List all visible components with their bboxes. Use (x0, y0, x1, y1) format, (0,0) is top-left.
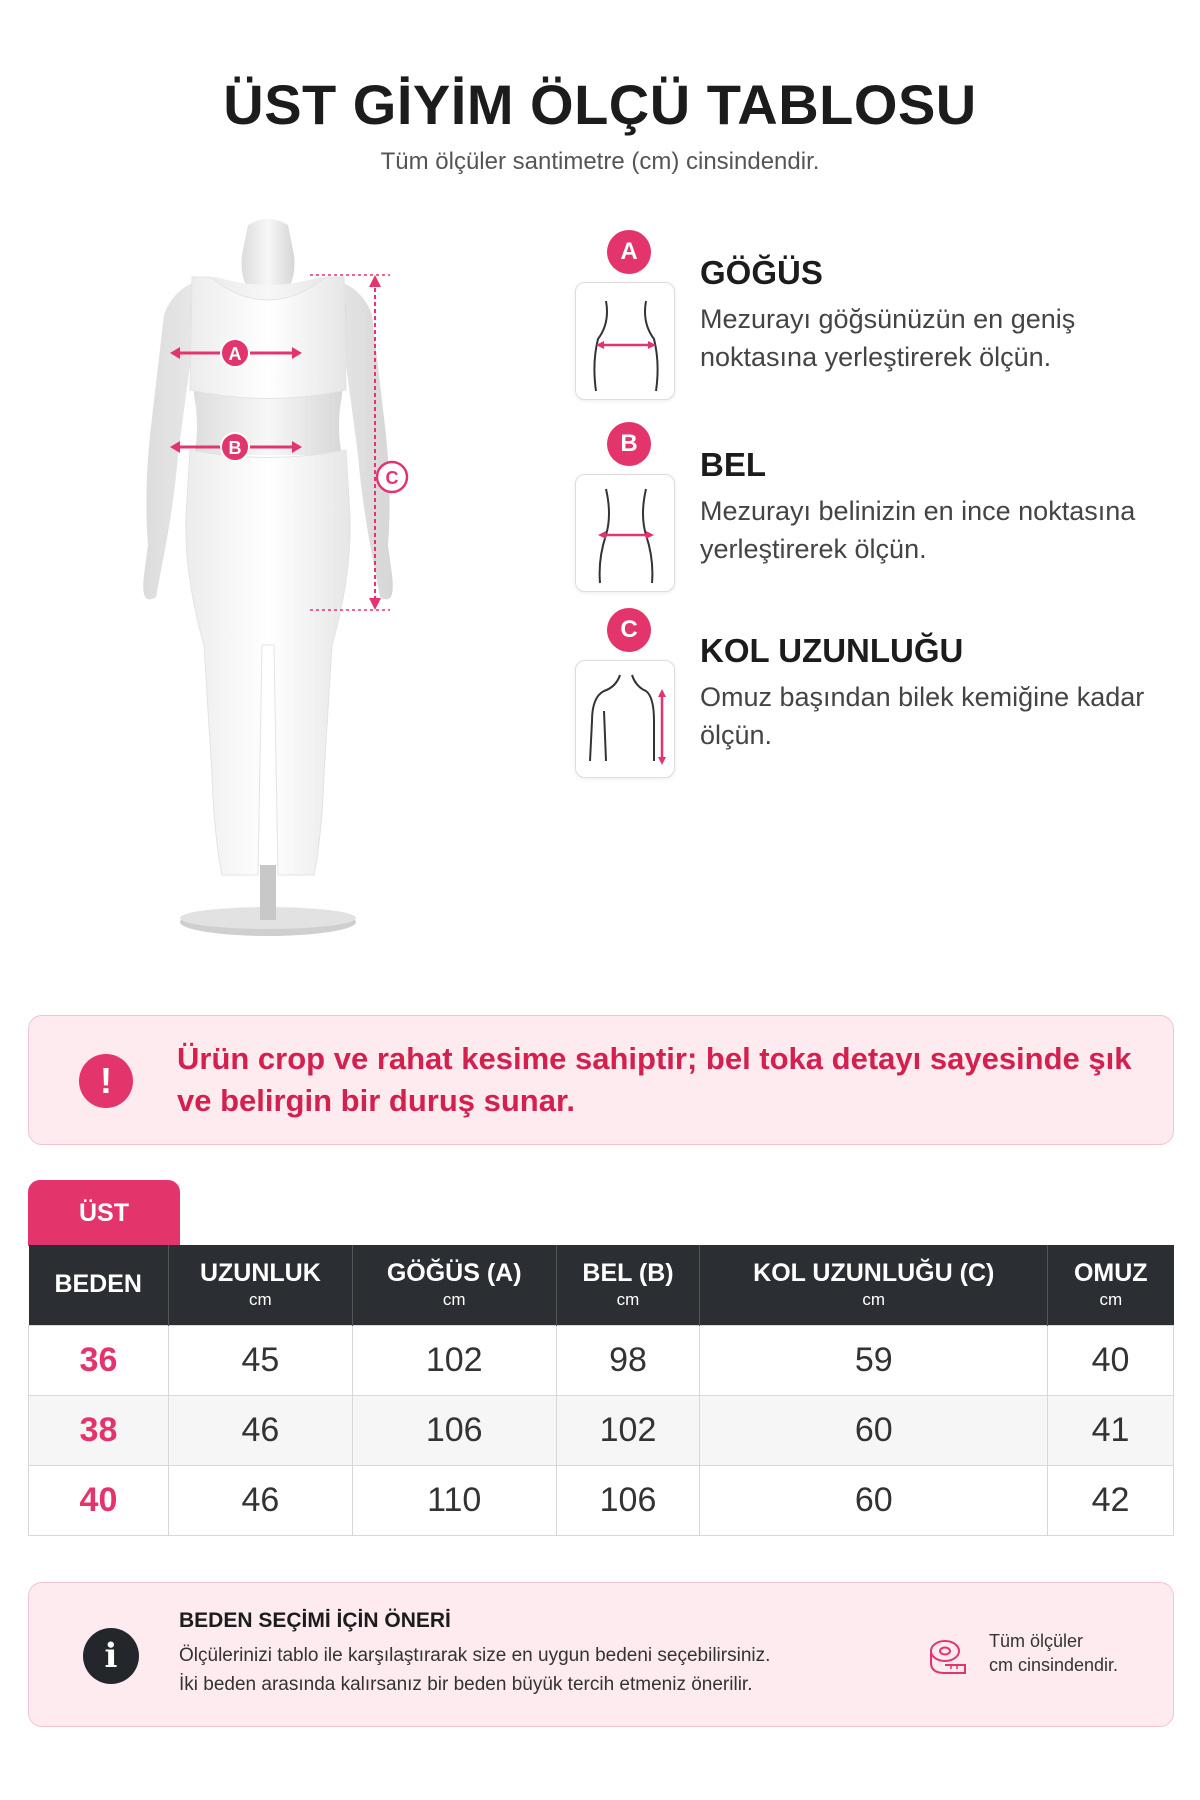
measurement-title: GÖĞÜS (700, 254, 823, 291)
measurement-desc: Omuz başından bilek kemiğine kadar ölçün. (700, 682, 1145, 750)
chest-measure-icon (575, 282, 675, 400)
mannequin-illustration (20, 215, 490, 960)
advice-side-line-1: Tüm ölçüler (989, 1631, 1084, 1651)
measuring-tape-icon (927, 1635, 969, 1677)
badge-b: B (607, 422, 651, 466)
table-row (29, 1395, 1174, 1465)
table-cell: 102 (352, 1325, 556, 1395)
table-cell: 106 (556, 1465, 700, 1535)
exclamation-icon: ! (79, 1054, 133, 1108)
measurement-desc: Mezurayı göğsünüzün en geniş noktasına yerleştirerek ölçün. (700, 304, 1076, 372)
info-icon: i (83, 1628, 139, 1684)
col-beden: BEDEN (29, 1245, 169, 1325)
table-cell: 46 (168, 1395, 352, 1465)
advice-box (28, 1582, 1174, 1727)
waist-measure-icon (575, 474, 675, 592)
table-cell: 106 (352, 1395, 556, 1465)
measurement-title: KOL UZUNLUĞU (700, 632, 964, 669)
measurement-waist (575, 422, 1175, 587)
measurement-desc: Mezurayı belinizin en ince noktasına yerleştirerek ölçün. (700, 496, 1136, 564)
col-gogus: GÖĞÜS (A) cm (352, 1245, 556, 1325)
table-cell: 45 (168, 1325, 352, 1395)
table-cell: 102 (556, 1395, 700, 1465)
table-cell: 41 (1048, 1395, 1174, 1465)
measurement-arm (575, 608, 1175, 773)
col-omuz: OMUZ cm (1048, 1245, 1174, 1325)
advice-title: BEDEN SEÇİMİ İÇİN ÖNERİ (179, 1609, 451, 1632)
table-row (29, 1325, 1174, 1395)
size-cell: 40 (29, 1465, 169, 1535)
col-kol-uzunlugu: KOL UZUNLUĞU (C) cm (700, 1245, 1048, 1325)
table-cell: 42 (1048, 1465, 1174, 1535)
table-cell: 110 (352, 1465, 556, 1535)
advice-side-line-2: cm cinsindendir. (989, 1655, 1119, 1675)
badge-a: A (607, 230, 651, 274)
page-subtitle: Tüm ölçüler santimetre (cm) cinsindendir. (380, 148, 820, 175)
table-cell: 46 (168, 1465, 352, 1535)
measurement-title: BEL (700, 446, 766, 483)
table-header-row (29, 1245, 1174, 1325)
measurement-chest (575, 230, 1175, 395)
product-note (28, 1015, 1174, 1145)
tab-ust[interactable]: ÜST (28, 1180, 180, 1246)
size-cell: 38 (29, 1395, 169, 1465)
table-cell: 60 (700, 1465, 1048, 1535)
col-uzunluk: UZUNLUK cm (168, 1245, 352, 1325)
advice-side-text (989, 1629, 1118, 1677)
advice-line-1: Ölçülerinizi tablo ile karşılaştırarak size en uygun bedeni seçebilirsiniz. (179, 1645, 771, 1666)
arm-length-icon (575, 660, 675, 778)
table-cell: 98 (556, 1325, 700, 1395)
table-row (29, 1465, 1174, 1535)
marker-a: A (228, 344, 242, 364)
size-cell: 36 (29, 1325, 169, 1395)
col-bel: BEL (B) cm (556, 1245, 700, 1325)
page-title: ÜST GİYİM ÖLÇÜ TABLOSU (223, 73, 977, 136)
advice-line-2: İki beden arasında kalırsanız bir beden büyük tercih etmeniz önerilir. (179, 1674, 753, 1695)
badge-c: C (607, 608, 651, 652)
size-table (28, 1245, 1174, 1536)
table-cell: 40 (1048, 1325, 1174, 1395)
table-cell: 60 (700, 1395, 1048, 1465)
note-text: Ürün crop ve rahat kesime sahiptir; bel toka detayı sayesinde şık ve belirgin bir duruş sunar. (177, 1041, 1132, 1118)
table-cell: 59 (700, 1325, 1048, 1395)
marker-c: C (385, 468, 399, 488)
marker-b: B (228, 438, 242, 458)
